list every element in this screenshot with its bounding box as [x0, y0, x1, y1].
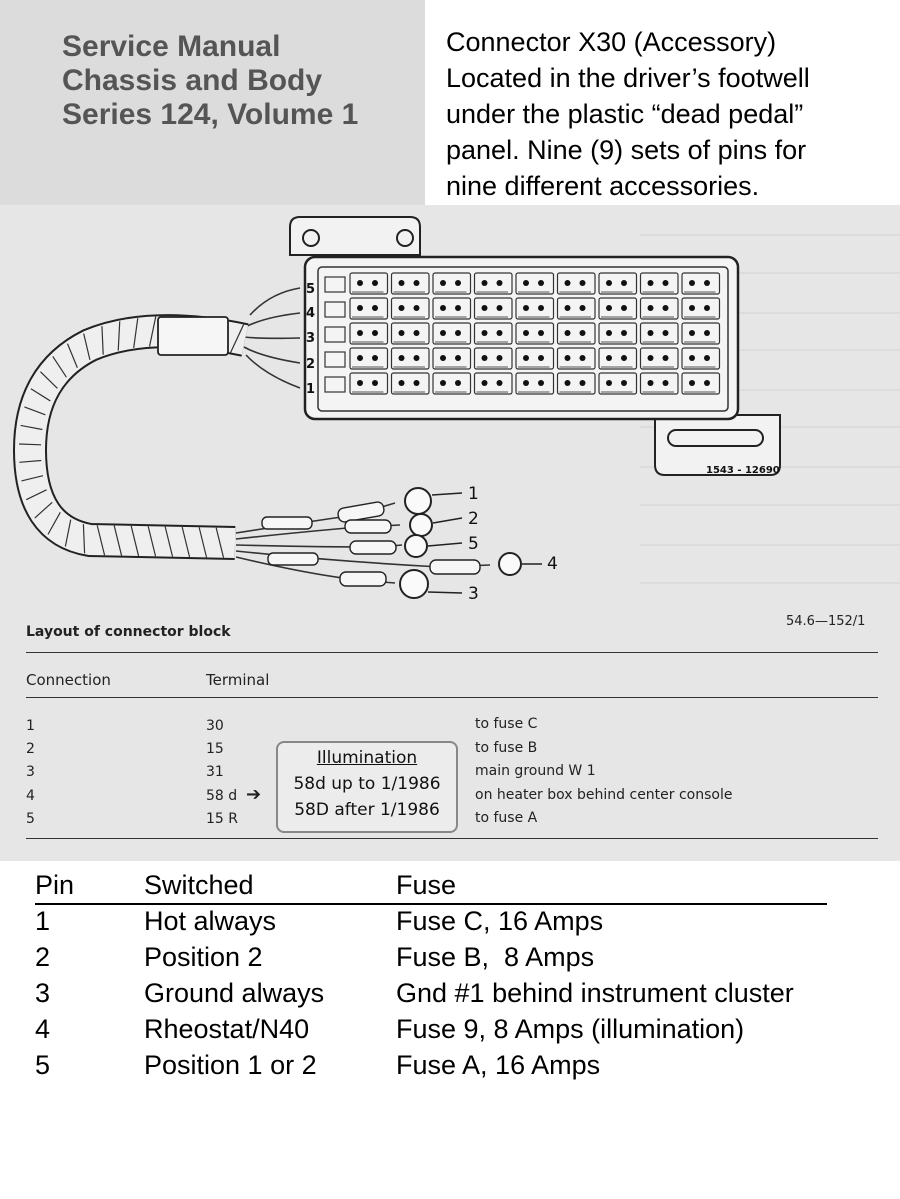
- cell-switched: Position 2: [144, 942, 263, 972]
- cell-switched: Ground always: [144, 978, 325, 1008]
- caption-line: Connector X30 (Accessory): [446, 27, 777, 57]
- manual-title-line: Chassis and Body: [62, 64, 323, 97]
- table-rule: [26, 838, 878, 839]
- ring-terminal: [405, 535, 427, 557]
- caption-line: panel. Nine (9) sets of pins for: [446, 135, 807, 165]
- wire-label: 1: [468, 484, 479, 504]
- table-cell-terminal: 30: [206, 718, 224, 734]
- header-pin: Pin: [35, 870, 75, 900]
- illumination-callout: [276, 741, 458, 833]
- table-cell-connection: 3: [26, 764, 35, 780]
- ring-terminal: [499, 553, 521, 575]
- table-cell-description: main ground W 1: [475, 763, 596, 779]
- wire-label: 5: [468, 534, 479, 554]
- row-label: 3: [306, 331, 316, 346]
- header-fuse: Fuse: [396, 870, 457, 900]
- caption-line: under the plastic “dead pedal”: [446, 99, 804, 129]
- cell-pin: 1: [35, 906, 51, 936]
- table-cell-description: on heater box behind center console: [475, 787, 733, 803]
- table-rule: [26, 652, 878, 653]
- column-header-terminal: Terminal: [206, 671, 270, 689]
- table-cell-description: to fuse C: [475, 716, 538, 732]
- wire-labels: [468, 484, 558, 604]
- cell-switched: Hot always: [144, 906, 277, 936]
- table-cell-description: to fuse B: [475, 740, 538, 756]
- header-switched: Switched: [144, 870, 254, 900]
- table-cell-terminal: 15: [206, 741, 224, 757]
- table-rule: [26, 697, 878, 698]
- mounting-tab: [290, 217, 420, 255]
- wire-label: 3: [468, 584, 479, 604]
- manual-title-line: Series 124, Volume 1: [62, 98, 359, 131]
- table-cell-terminal: 58 d: [206, 788, 238, 804]
- wire-label: 2: [468, 509, 479, 529]
- connector-body: [305, 257, 738, 419]
- cell-switched: Position 1 or 2: [144, 1050, 317, 1080]
- cell-pin: 5: [35, 1050, 51, 1080]
- connector-caption: [446, 24, 886, 204]
- row-label: 1: [306, 382, 316, 397]
- cell-fuse: Fuse C, 16 Amps: [396, 906, 604, 936]
- harness-sleeve: [158, 317, 228, 355]
- table-cell-connection: 1: [26, 718, 35, 734]
- wire-leaders: [428, 493, 542, 593]
- cell-fuse: Fuse A, 16 Amps: [396, 1050, 601, 1080]
- column-header-connection: Connection: [26, 671, 111, 689]
- arrow-icon: ➔: [246, 784, 262, 805]
- part-number: 1543 - 12690: [706, 465, 780, 476]
- caption-line: Located in the driver’s footwell: [446, 63, 810, 93]
- manual-title-line: Service Manual: [62, 30, 281, 63]
- header-rule: [35, 903, 827, 905]
- illumination-line: 58D after 1/1986: [294, 800, 440, 820]
- illumination-title: Illumination: [316, 748, 418, 768]
- wire-label: 4: [547, 554, 558, 574]
- ring-terminal: [400, 570, 428, 598]
- illumination-line: 58d up to 1/1986: [293, 774, 441, 794]
- connector-table-title: Layout of connector block: [26, 624, 231, 640]
- cell-pin: 4: [35, 1014, 51, 1044]
- cell-pin: 2: [35, 942, 51, 972]
- table-cell-connection: 2: [26, 741, 35, 757]
- cell-fuse: Fuse 9, 8 Amps (illumination): [396, 1014, 745, 1044]
- ring-terminal: [405, 488, 431, 514]
- wire-bundle-top: [244, 288, 300, 388]
- row-label: 5: [306, 282, 316, 297]
- table-cell-connection: 4: [26, 788, 35, 804]
- ring-terminal: [410, 514, 432, 536]
- cell-fuse: Fuse B, 8 Amps: [396, 942, 595, 972]
- row-label: 4: [306, 306, 316, 321]
- connector-diagram: [0, 205, 900, 610]
- caption-line: nine different accessories.: [446, 171, 760, 201]
- row-label: 2: [306, 357, 316, 372]
- table-cell-connection: 5: [26, 811, 35, 827]
- manual-title: [62, 30, 358, 132]
- table-cell-terminal: 31: [206, 764, 224, 780]
- figure-reference: 54.6—152/1: [786, 614, 866, 629]
- cell-switched: Rheostat/N40: [144, 1014, 310, 1044]
- table-cell-description: to fuse A: [475, 810, 538, 826]
- table-cell-terminal: 15 R: [206, 811, 238, 827]
- cell-fuse: Gnd #1 behind instrument cluster: [396, 978, 794, 1008]
- cell-pin: 3: [35, 978, 51, 1008]
